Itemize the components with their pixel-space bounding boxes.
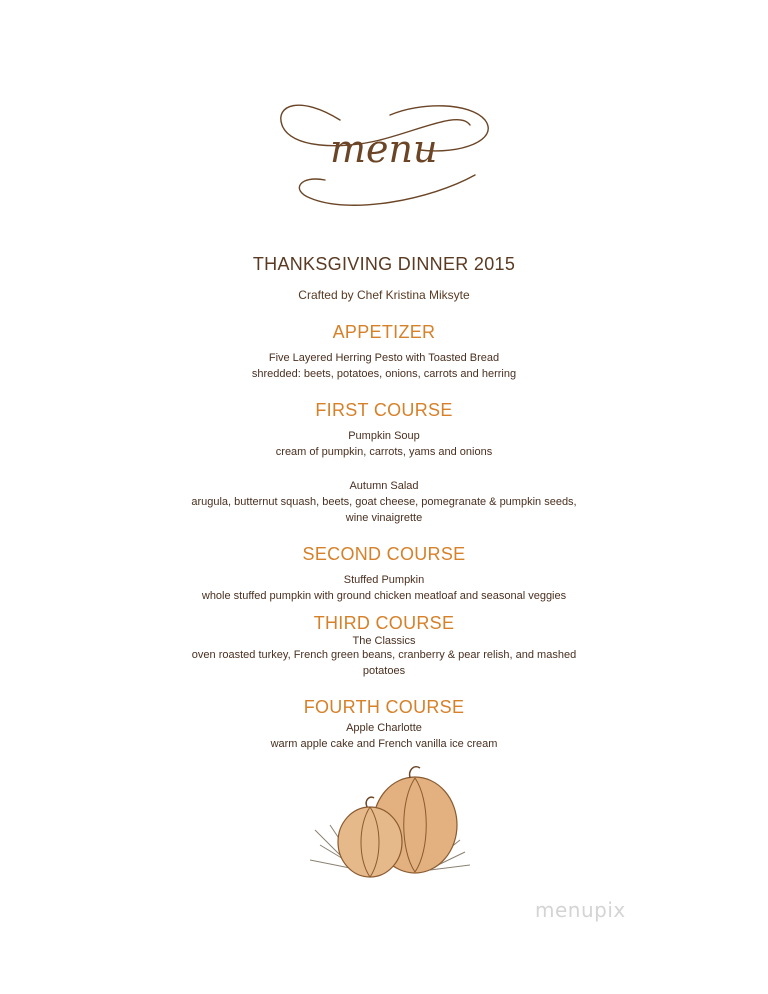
chef-credit: Crafted by Chef Kristina Miksyte [298,288,470,302]
course-line: oven roasted turkey, French green beans, cranberry & pear relish, and mashed [191,649,577,661]
pumpkin-illustration [310,760,470,885]
course-heading-second: SECOND COURSE [302,544,466,564]
course-heading-appetizer: APPETIZER [332,322,436,342]
course-line: Pumpkin Soup [348,430,420,442]
course-line: whole stuffed pumpkin with ground chicken meatloaf and seasonal veggies [201,590,567,602]
course-line: warm apple cake and French vanilla ice cream [270,738,498,750]
course-line: Autumn Salad [349,480,419,492]
course-line: Apple Charlotte [346,722,422,734]
course-line: wine vinaigrette [345,512,423,524]
course-line: Five Layered Herring Pesto with Toasted Bread [268,352,500,364]
logo-text: menu [330,127,438,171]
course-line: arugula, butternut squash, beets, goat cheese, pomegranate & pumpkin seeds, [191,496,577,508]
course-line: shredded: beets, potatoes, onions, carrots and herring [251,368,517,380]
menu-title: THANKSGIVING DINNER 2015 [252,254,516,274]
course-heading-first: FIRST COURSE [315,400,453,420]
watermark-text: menupix [535,898,626,922]
course-line: potatoes [362,665,406,677]
course-line: Stuffed Pumpkin [343,574,425,586]
course-heading-fourth: FOURTH COURSE [303,697,465,717]
menu-logo-swirl [270,80,500,215]
course-line: cream of pumpkin, carrots, yams and onions [275,446,493,458]
course-line: The Classics [352,635,416,647]
course-heading-third: THIRD COURSE [313,613,455,633]
